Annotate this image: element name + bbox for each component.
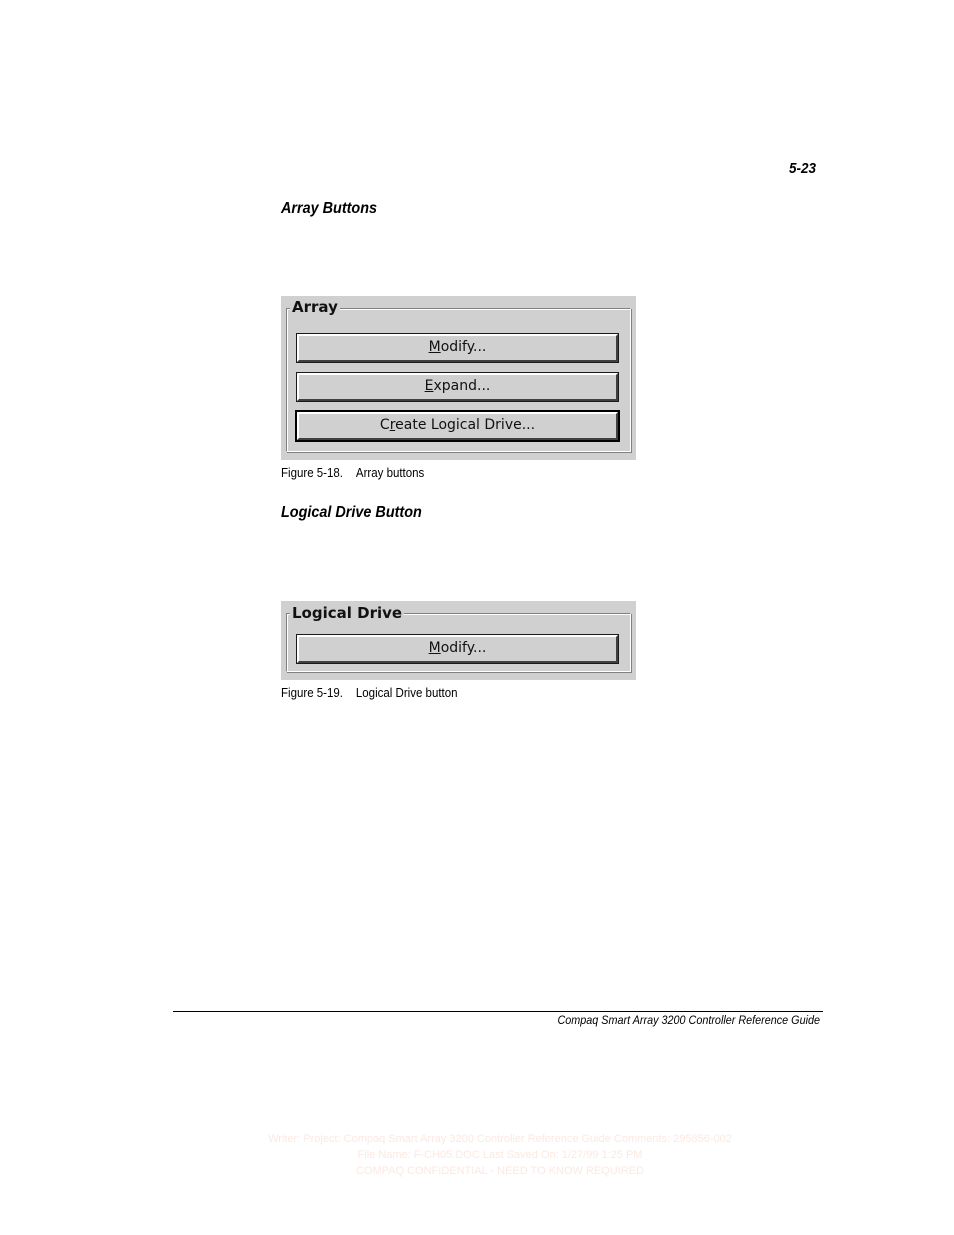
footer-rule xyxy=(173,1011,823,1012)
figure-number: Figure 5-19. xyxy=(281,686,344,700)
create-logical-drive-mnemonic: r xyxy=(389,417,396,433)
modify-button-mnemonic: M xyxy=(428,339,441,355)
array-group-label: Array xyxy=(292,298,338,316)
logical-drive-modify-label-post: odify... xyxy=(440,640,487,656)
modify-button-label-post: odify... xyxy=(440,339,487,355)
expand-button-mnemonic: E xyxy=(424,378,434,394)
watermark-line-1: Writer: Project: Compaq Smart Array 3200 Controller Reference Guide Comments: 295856-002 xyxy=(268,1133,732,1145)
logical-drive-panel-screenshot xyxy=(281,601,636,680)
logical-drive-modify-mnemonic: M xyxy=(428,640,441,656)
figure-number: Figure 5-18. xyxy=(281,466,344,480)
create-logical-drive-label-post: eate Logical Drive... xyxy=(395,417,536,433)
create-logical-drive-label-pre: C xyxy=(379,417,390,433)
expand-button-label-post: xpand... xyxy=(433,378,491,394)
modify-button[interactable] xyxy=(297,334,618,362)
figure-title: Logical Drive button xyxy=(355,686,458,700)
logical-drive-group-label: Logical Drive xyxy=(292,604,403,622)
page-number: 5-23 xyxy=(788,160,816,177)
watermark-line-2: File Name: F-CH05.DOC Last Saved On: 1/27/99 1:25 PM xyxy=(357,1149,643,1161)
footer-guide-title: Compaq Smart Array 3200 Controller Reference Guide xyxy=(557,1013,820,1027)
section-heading-array-buttons: Array Buttons xyxy=(281,200,378,217)
logical-drive-modify-button[interactable] xyxy=(297,635,618,663)
array-panel-screenshot xyxy=(281,296,636,460)
figure-caption-5-18 xyxy=(281,466,424,480)
section-heading-logical-drive-button: Logical Drive Button xyxy=(281,504,422,521)
create-logical-drive-button[interactable] xyxy=(297,412,618,440)
watermark-line-3: COMPAQ CONFIDENTIAL - NEED TO KNOW REQUIRED xyxy=(355,1165,645,1177)
figure-caption-5-19 xyxy=(281,686,458,700)
figure-title: Array buttons xyxy=(355,466,425,480)
expand-button[interactable] xyxy=(297,373,618,401)
